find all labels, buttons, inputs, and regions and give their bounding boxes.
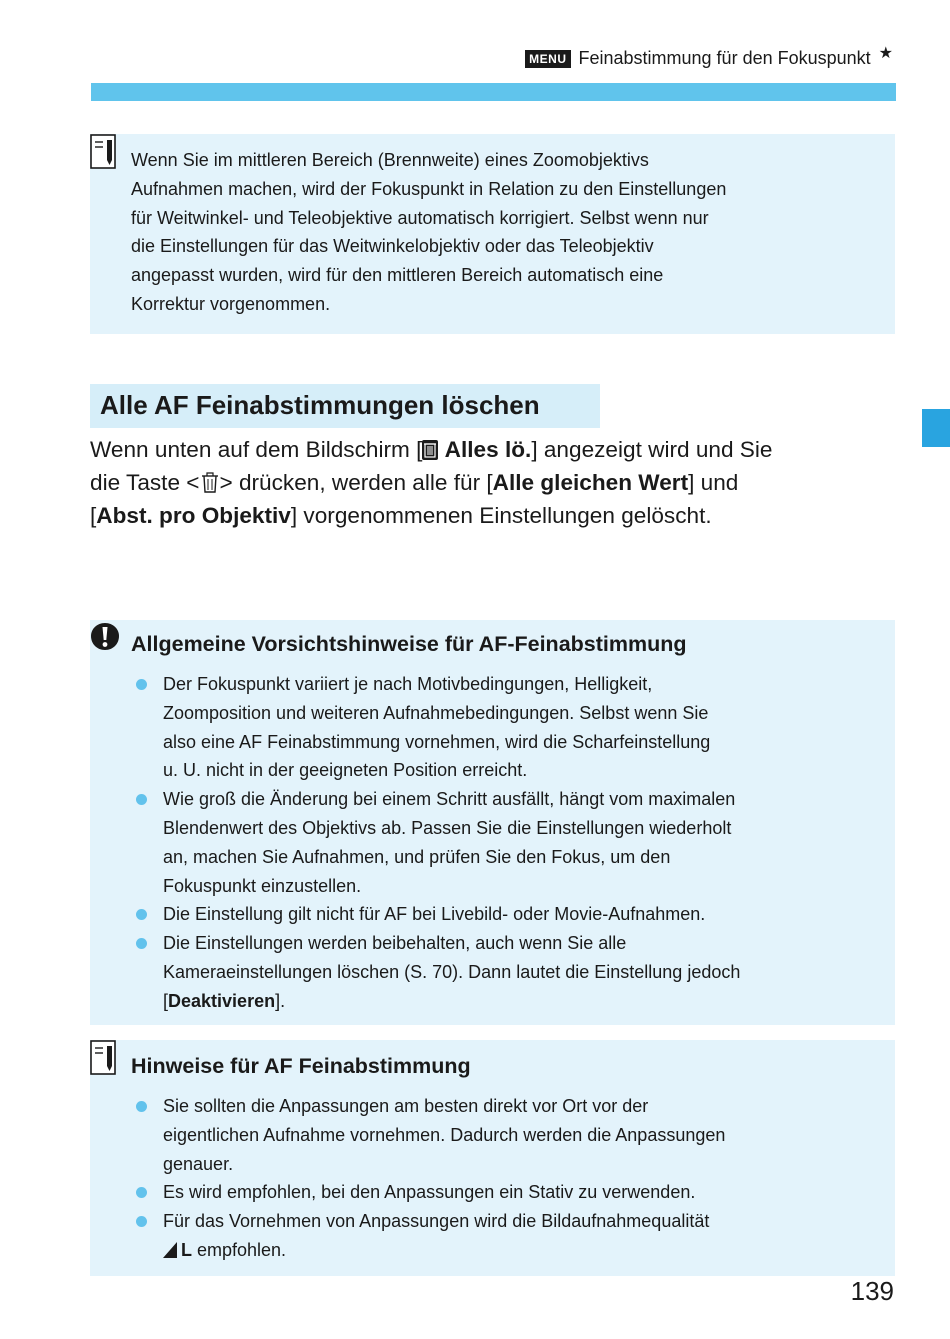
list-line: Für das Vornehmen von Anpassungen wird die Bildaufnahmequalität (163, 1211, 710, 1232)
list-line: an, machen Sie Aufnahmen, und prüfen Sie den Fokus, um den (163, 846, 671, 867)
list-line: Die Einstellung gilt nicht für AF bei Livebild- oder Movie-Aufnahmen. (163, 904, 706, 925)
bullet-dot (136, 1187, 147, 1198)
note-line: für Weitwinkel- und Teleobjektive automatisch korrigiert. Selbst wenn nur (131, 207, 709, 228)
header-title: Feinabstimmung für den Fokuspunkt (578, 48, 871, 68)
menu-badge: MENU (525, 50, 570, 68)
note-pencil-icon (90, 1040, 120, 1078)
list-line: genauer. (163, 1153, 234, 1174)
list-line: Sie sollten die Anpassungen am besten direkt vor Ort vor der (163, 1096, 649, 1116)
hints-list (90, 1092, 895, 1265)
note-pencil-icon (90, 134, 120, 172)
page-header (525, 44, 893, 69)
caution-list (90, 670, 895, 1016)
list-line: u. U. nicht in der geeigneten Position erreicht. (163, 760, 528, 781)
list-line: [ (163, 990, 169, 1011)
list-item (163, 785, 875, 900)
section-heading-box (90, 384, 600, 428)
note-line: Aufnahmen machen, wird der Fokuspunkt in Relation zu den Einstellungen (131, 178, 727, 199)
bullet-dot (136, 679, 147, 690)
intro-text: > drücken, werden alle für [ (219, 470, 493, 495)
hints-title: Hinweise für AF Feinabstimmung (131, 1054, 471, 1078)
bullet-dot (136, 1101, 147, 1112)
caution-box (90, 620, 895, 1025)
delete-all-option: Alles lö. (444, 437, 532, 462)
list-line: Zoomposition und weiteren Aufnahmebedingungen. Selbst wenn Sie (163, 702, 709, 723)
bullet-dot (136, 909, 147, 920)
list-item (163, 670, 875, 785)
list-line: eigentlichen Aufnahme vornehmen. Dadurch werden die Anpassungen (163, 1124, 726, 1145)
note-line: die Einstellungen für das Weitwinkelobjektiv oder das Teleobjektiv (131, 236, 654, 257)
bullet-dot (136, 1216, 147, 1227)
list-line: Fokuspunkt einzustellen. (163, 875, 362, 896)
intro-text: Wenn unten auf dem Bildschirm [ (90, 437, 423, 462)
note-line: Wenn Sie im mittleren Bereich (Brennweite) eines Zoomobjektivs (131, 150, 649, 170)
section-heading: Alle AF Feinabstimmungen löschen (100, 390, 540, 420)
note-text (90, 146, 895, 319)
bullet-dot (136, 938, 147, 949)
trash-icon (200, 470, 220, 494)
list-item (163, 1092, 875, 1178)
intro-text: ] und (688, 470, 739, 495)
list-line: Wie groß die Änderung bei einem Schritt ausfällt, hängt vom maximalen (163, 789, 736, 810)
list-line: Blendenwert des Objektivs ab. Passen Sie die Einstellungen wiederholt (163, 817, 732, 838)
header-accent-bar (91, 83, 896, 101)
bullet-dot (136, 794, 147, 805)
note-line: angepasst wurden, wird für den mittleren Bereich automatisch eine (131, 265, 664, 286)
page-number: 139 (850, 1276, 894, 1306)
chapter-side-tab (922, 409, 950, 447)
quality-letter: L (181, 1239, 192, 1260)
list-line: Es wird empfohlen, bei den Anpassungen ein Stativ zu verwenden. (163, 1182, 696, 1203)
setting-disabled: Deaktivieren (168, 990, 276, 1011)
intro-text: [ (90, 503, 97, 528)
hints-box (90, 1040, 895, 1276)
intro-text: ] vorgenommenen Einstellungen gelöscht. (290, 503, 712, 528)
list-line: ]. (275, 990, 286, 1011)
list-item (163, 1178, 875, 1207)
intro-text: die Taste < (90, 470, 200, 495)
intro-paragraph (90, 433, 890, 532)
list-line: Kameraeinstellungen löschen (S. 70). Dann lautet die Einstellung jedoch (163, 961, 741, 982)
option-per-lens: Abst. pro Objektiv (96, 503, 291, 528)
star-icon: ★ (878, 44, 893, 62)
caution-exclamation-icon (90, 622, 120, 652)
list-line: also eine AF Feinabstimmung vornehmen, wird die Scharfeinstellung (163, 731, 711, 752)
intro-text: ] angezeigt wird und Sie (531, 437, 773, 462)
list-line: empfohlen. (192, 1239, 287, 1260)
list-line: Der Fokuspunkt variiert je nach Motivbedingungen, Helligkeit, (163, 674, 653, 694)
list-item (163, 929, 875, 1015)
quality-large-fine-icon (163, 1240, 192, 1260)
note-box (90, 134, 895, 334)
trash-icon (422, 440, 438, 460)
option-same-value: Alle gleichen Wert (492, 470, 689, 495)
note-line: Korrektur vorgenommen. (131, 293, 331, 314)
caution-title: Allgemeine Vorsichtshinweise für AF-Feinabstimmung (131, 632, 687, 656)
list-item (163, 900, 875, 929)
list-item (163, 1207, 875, 1265)
list-line: Die Einstellungen werden beibehalten, auch wenn Sie alle (163, 933, 627, 954)
